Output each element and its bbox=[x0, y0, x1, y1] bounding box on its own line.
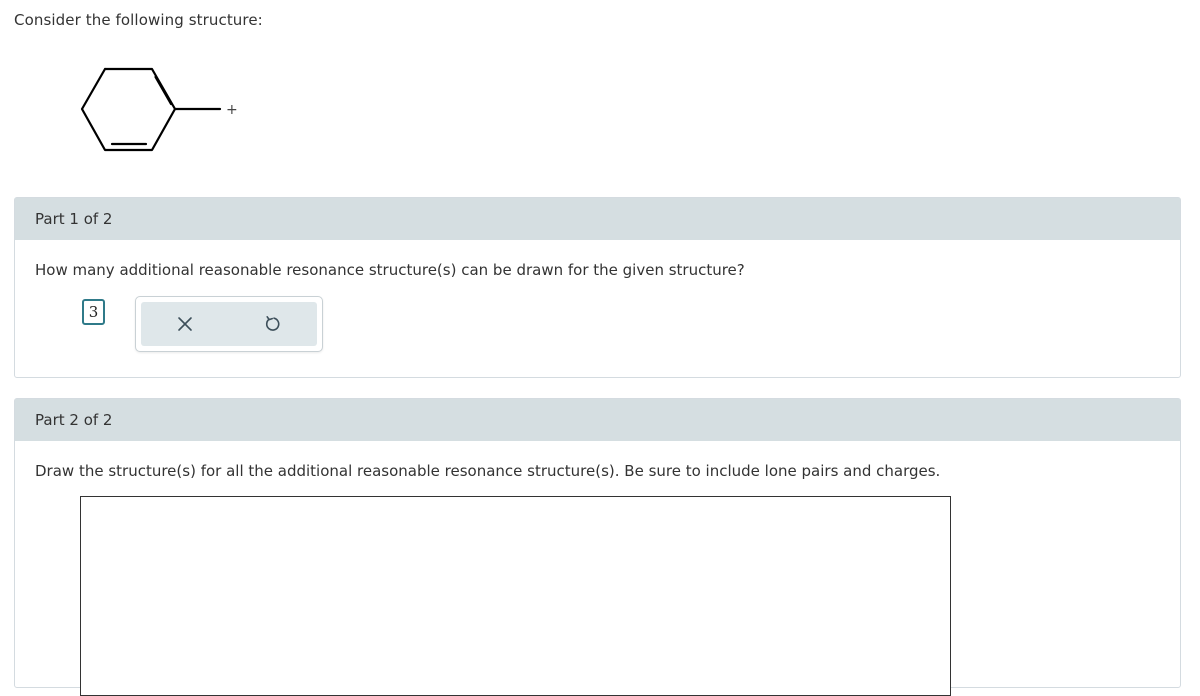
answer-tool-panel bbox=[135, 296, 323, 352]
part-2-question: Draw the structure(s) for all the additional reasonable resonance structure(s). Be sure to include lone pairs and charges. bbox=[35, 462, 941, 480]
clear-button[interactable] bbox=[141, 302, 229, 346]
part-1-panel bbox=[14, 197, 1181, 378]
cyclohexenyl-cation-structure bbox=[70, 60, 250, 160]
x-icon bbox=[177, 316, 193, 332]
undo-icon bbox=[264, 315, 282, 333]
positive-charge: + bbox=[226, 102, 238, 118]
answer-tool-bar bbox=[141, 302, 317, 346]
ring-bonds bbox=[82, 69, 175, 150]
part-1-header-label: Part 1 of 2 bbox=[35, 210, 113, 228]
part-2-panel bbox=[14, 398, 1181, 688]
structure-drawing-canvas[interactable] bbox=[80, 496, 951, 696]
part-2-header bbox=[15, 399, 1180, 441]
part-2-header-label: Part 2 of 2 bbox=[35, 411, 113, 429]
undo-button[interactable] bbox=[229, 302, 317, 346]
intro-text: Consider the following structure: bbox=[14, 11, 263, 29]
part-1-question: How many additional reasonable resonance structure(s) can be drawn for the given structure? bbox=[35, 261, 745, 279]
answer-input[interactable] bbox=[82, 299, 105, 325]
answer-value: 3 bbox=[88, 303, 99, 321]
double-bond-inner-top bbox=[156, 77, 172, 104]
part-1-header bbox=[15, 198, 1180, 240]
